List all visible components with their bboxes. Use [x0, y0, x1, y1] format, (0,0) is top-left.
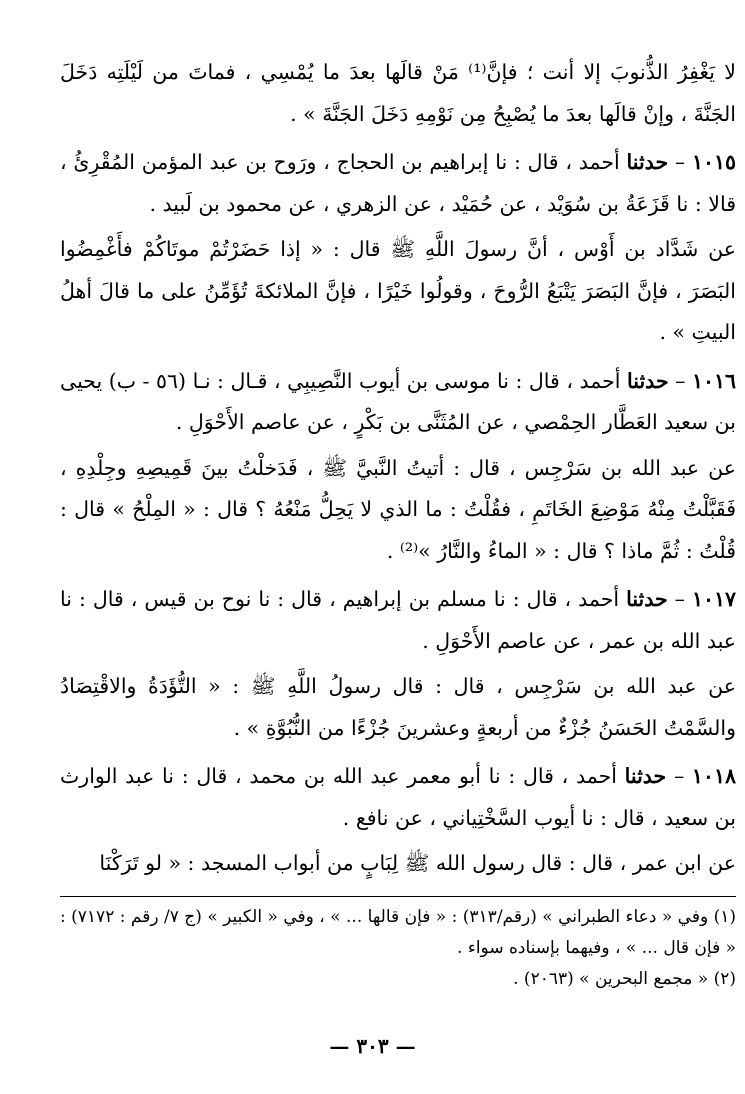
page-number: — ٣٠٣ — — [329, 1034, 416, 1058]
hadith-heading: حدثنا — [627, 368, 669, 393]
footnote-2: (٢) « مجمع البحرين » (٢٠٦٣) . — [513, 969, 736, 989]
paragraph-text: لا يَغْفِرُ الذُّنوبَ إلا أنت ؛ فإنَّ⁽¹⁾ مَنْ قالَها بعدَ ما يُمْسِي ، فماتَ من لَيْلَتِه دَخَلَ الجَنَّةَ ، وإنْ قالَها بعدَ ما يُصْبِحُ مِن نَوْمِهِ دَخَلَ الجَنَّةَ » . — [60, 60, 737, 126]
hadith-number: ١٠١٧ — [691, 587, 736, 611]
paragraph-continuation — [60, 52, 736, 135]
hadith-1017: ١٠١٧ – حدثنا أحمد ، قال : نا مسلم بن إبراهيم ، قال : نا نوح بن قيس ، قال : نا عبد الله بن عمر ، عن عاصم الأَحْوَلِ . — [60, 587, 736, 653]
matn-1018 — [60, 843, 736, 885]
hadith-1018: ١٠١٨ – حدثنا أحمد ، قال : نا أبو معمر عبد الله بن محمد ، قال : نا عبد الوارث بن سعيد ، قال : نا أيوب السَّخْتِياني ، عن نافع . — [60, 764, 736, 830]
matn-text: عن عبد الله بن سَرْجِس ، قال : قال رسولُ اللَّهِ ﷺ : « التُّؤَدَةُ والاقْتِصَادُ والسَّمْتُ الحَسَنُ جُزْءٌ من أربعةٍ وعشرينَ جُزْءًا من النُّبُوَّةِ » . — [60, 674, 736, 740]
matn-1017 — [60, 666, 736, 749]
hadith-heading: حدثنا — [626, 150, 669, 174]
page-body — [60, 48, 736, 885]
hadith-number: ١٠١٨ — [691, 764, 736, 788]
footnotes — [60, 902, 736, 995]
hadith-number: ١٠١٥ — [691, 150, 736, 174]
footnote-divider — [60, 896, 736, 897]
isnad-text: أحمد ، قال : نا أبو معمر عبد الله بن محمد ، قال : نا عبد الوارث بن سعيد ، قال : نا أيوب السَّخْتِياني ، عن نافع . — [60, 764, 736, 830]
hadith-1015: ١٠١٥ – حدثنا أحمد ، قال : نا إبراهيم بن الحجاج ، ورَوح بن عبد المؤمن المُقْرِئُ ، قالا : نا قَزَعَةُ بن سُوَيْد ، عن حُمَيْد ، عن الزهري ، عن محمود بن لَبيد . — [60, 150, 736, 216]
hadith-heading: حدثنا — [626, 587, 668, 611]
matn-text: عن شَدَّاد بن أَوْس ، أنَّ رسولَ اللَّهِ ﷺ قال : « إذا حَضَرْتُمْ موتَاكُمْ فأَغْمِضُوا البَصَرَ ، فإنَّ البَصَرَ يَتْبَعُ الرُّوحَ ، وقولُوا خَيْرًا ، فإنَّ الملائكةَ تُؤَمِّنُ على ما قالَ أهلُ البيتِ » . — [60, 237, 736, 344]
isnad-text: أحمد ، قال : نا موسى بن أيوب النَّصِيبِي ، قـال : نـا (٥٦ - ب) يحيى بن سعيد العَطَّار الحِمْصي ، عن المُثَنَّى بن بَكْرٍ ، عن عاصم الأَحْوَلِ . — [60, 368, 736, 434]
matn-1016 — [60, 448, 736, 573]
isnad-text: أحمد ، قال : نا إبراهيم بن الحجاج ، ورَوح بن عبد المؤمن المُقْرِئُ ، قالا : نا قَزَعَةُ بن سُوَيْد ، عن حُمَيْد ، عن الزهري ، عن محمود بن لَبيد . — [60, 150, 736, 216]
isnad-text: أحمد ، قال : نا مسلم بن إبراهيم ، قال : نا نوح بن قيس ، قال : نا عبد الله بن عمر ، عن عاصم الأَحْوَلِ . — [60, 587, 736, 653]
hadith-heading: حدثنا — [624, 764, 667, 788]
footnote-1: (١) وفي « دعاء الطبراني » (رقم/٣١٣) : « فإن قالها ... » ، وفي « الكبير » (ج ٧/ رقم : ٧١٧٢) : « فإن قال ... » ، وفيهما بإسناده سواء . — [60, 907, 736, 958]
hadith-1016: ١٠١٦ – حدثنا أحمد ، قال : نا موسى بن أيوب النَّصِيبِي ، قـال : نـا (٥٦ - ب) يحيى بن سعيد العَطَّار الحِمْصي ، عن المُثَنَّى بن بَكْرٍ ، عن عاصم الأَحْوَلِ . — [60, 368, 736, 434]
matn-1015 — [60, 229, 736, 354]
matn-text: عن ابن عمر ، قال : قال رسول الله ﷺ لِبَابٍ من أبواب المسجد : « لو تَرَكْنَا — [99, 851, 736, 875]
hadith-number: ١٠١٦ — [691, 368, 736, 393]
matn-text: عن عبد الله بن سَرْجِس ، قال : أتيتُ النَّبيَّ ﷺ ، فَدَخلْتُ بينَ قَمِيصِهِ وجِلْدِهِ ، فَقَبَّلْتُ مِنْهُ مَوْضِعَ الخَاتَمِ ، فقُلْتُ : ما الذي لا يَحِلُّ مَنْعُهُ ؟ قال : « المِلْحُ » قال : قُلْتُ : ثُمَّ ماذا ؟ قال : « الماءُ والنَّارُ »⁽²⁾ . — [60, 455, 736, 563]
